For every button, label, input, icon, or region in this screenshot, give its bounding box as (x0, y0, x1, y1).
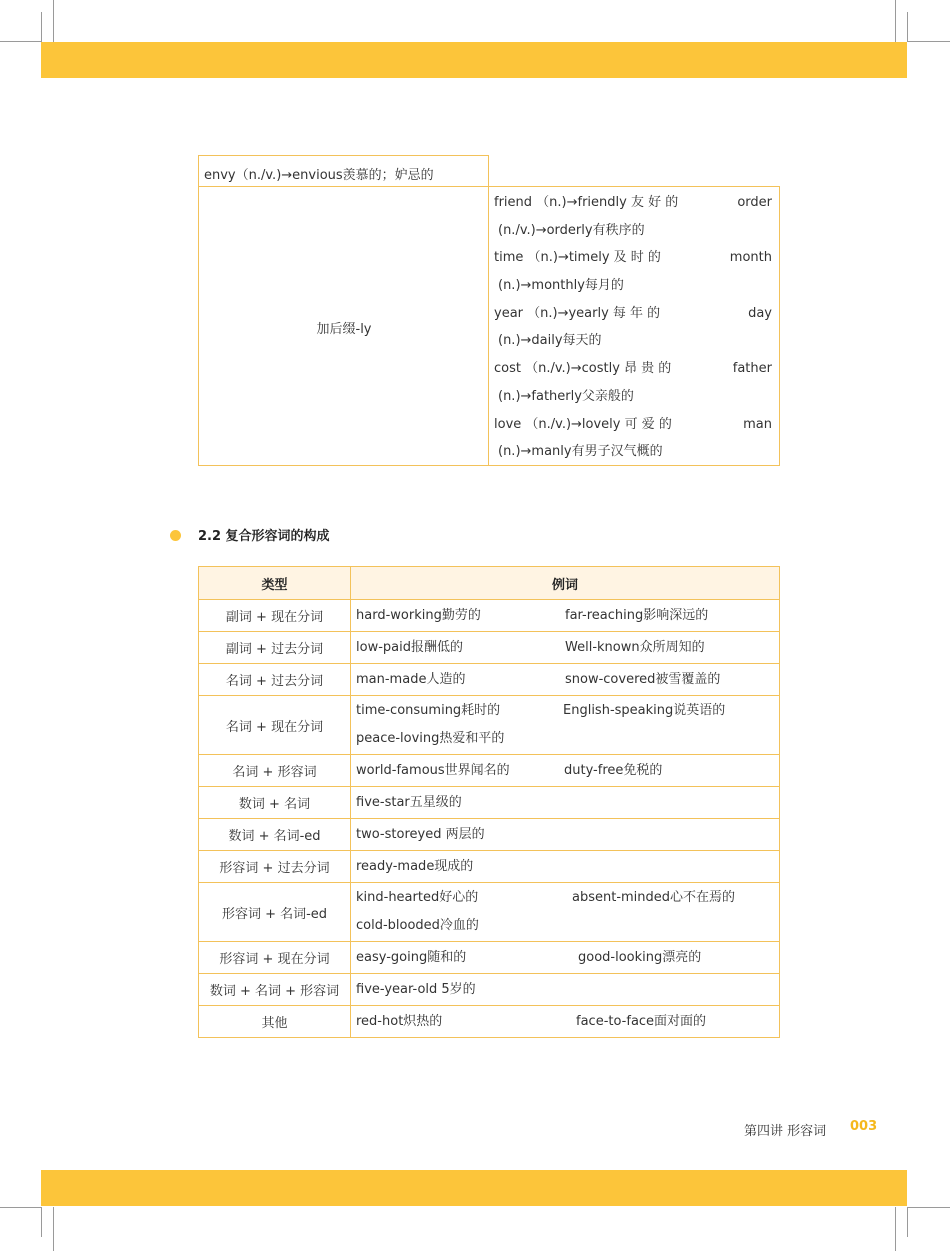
example-word: ready-made现成的 (356, 858, 474, 874)
table-row (199, 974, 780, 1006)
example-word: cost （n./v.)→costly 昂 贵 的 (494, 361, 672, 376)
table-row (199, 819, 780, 851)
crop-mark (0, 41, 42, 42)
ly-examples-cell (488, 186, 780, 466)
example-line: (n.)→daily每天的 (498, 333, 602, 348)
crop-mark (907, 12, 908, 42)
chapter-title: 第四讲 形容词 (744, 1124, 827, 1139)
example-word: good-looking漂亮的 (578, 949, 702, 965)
crop-mark (53, 0, 54, 42)
example-cell (351, 1006, 780, 1038)
crop-mark (53, 1207, 54, 1251)
table-row (199, 883, 780, 942)
column-header-type: 类型 (199, 567, 351, 600)
example-word: world-famous世界闻名的 (356, 762, 510, 778)
table-row (199, 632, 780, 664)
type-cell: 数词 + 名词 + 形容词 (199, 974, 351, 1006)
table-row (199, 664, 780, 696)
example-cell (351, 600, 780, 632)
crop-mark (41, 12, 42, 42)
example-word: day (748, 306, 772, 321)
column-header-examples: 例词 (351, 567, 780, 600)
example-cell (351, 632, 780, 664)
example-word: man (743, 417, 772, 432)
table-row (199, 1006, 780, 1038)
example-word: love （n./v.)→lovely 可 爱 的 (494, 417, 672, 432)
crop-mark (907, 41, 950, 42)
section-heading: 2.2 复合形容词的构成 (198, 529, 330, 544)
example-cell (351, 974, 780, 1006)
page-number: 003 (850, 1119, 878, 1134)
example-word: low-paid报酬低的 (356, 639, 463, 655)
example-word: cold-blooded冷血的 (356, 918, 479, 933)
crop-mark (895, 0, 896, 42)
bullet-dot-icon (170, 530, 181, 541)
table-row (199, 696, 780, 755)
example-cell (351, 787, 780, 819)
table-row (199, 942, 780, 974)
crop-mark (41, 1207, 42, 1237)
example-word: peace-loving热爱和平的 (356, 731, 505, 746)
example-line (494, 303, 772, 325)
example-word: year （n.)→yearly 每 年 的 (494, 306, 661, 321)
example-word: absent-minded心不在焉的 (572, 890, 736, 905)
type-cell: 名词 + 现在分词 (199, 696, 351, 755)
example-cell (351, 851, 780, 883)
type-cell: 副词 + 过去分词 (199, 632, 351, 664)
type-cell: 形容词 + 过去分词 (199, 851, 351, 883)
table-row (199, 755, 780, 787)
example-word: month (729, 250, 772, 265)
example-word: order (737, 195, 772, 210)
crop-mark (907, 1207, 950, 1208)
example-word: two-storeyed 两层的 (356, 826, 485, 842)
example-cell (351, 664, 780, 696)
example-word: time-consuming耗时的 (356, 703, 501, 718)
example-line (494, 414, 772, 436)
example-word: English-speaking说英语的 (563, 703, 726, 718)
type-cell: 副词 + 现在分词 (199, 600, 351, 632)
compound-adjective-table (198, 566, 780, 1038)
example-line (494, 247, 772, 269)
type-cell: 其他 (199, 1006, 351, 1038)
ly-label: 加后缀-ly (316, 322, 372, 337)
example-line: (n./v.)→orderly有秩序的 (498, 223, 645, 238)
type-cell: 名词 + 形容词 (199, 755, 351, 787)
table-row (199, 787, 780, 819)
example-word: duty-free免税的 (564, 762, 663, 778)
example-line (494, 358, 772, 380)
example-word: five-star五星级的 (356, 794, 462, 810)
top-banner (41, 42, 907, 78)
table-row (199, 851, 780, 883)
envy-text: envy（n./v.)→envious羡慕的；妒忌的 (204, 168, 434, 183)
example-word: father (732, 361, 772, 376)
example-cell (351, 819, 780, 851)
type-cell: 形容词 + 现在分词 (199, 942, 351, 974)
example-word: snow-covered被雪覆盖的 (565, 671, 721, 687)
crop-mark (895, 1207, 896, 1251)
example-line: (n.)→monthly每月的 (498, 278, 624, 293)
table-row (199, 600, 780, 632)
example-cell (351, 883, 780, 942)
example-cell (351, 696, 780, 755)
example-word: man-made人造的 (356, 671, 466, 687)
ly-label-cell (198, 186, 489, 466)
type-cell: 数词 + 名词-ed (199, 819, 351, 851)
envy-row (198, 155, 489, 187)
example-word: hard-working勤劳的 (356, 607, 481, 623)
example-word: Well-known众所周知的 (565, 639, 705, 655)
example-word: easy-going随和的 (356, 949, 467, 965)
example-word: time （n.)→timely 及 时 的 (494, 250, 661, 265)
crop-mark (907, 1207, 908, 1237)
example-line: (n.)→manly有男子汉气概的 (498, 444, 663, 459)
type-cell: 形容词 + 名词-ed (199, 883, 351, 942)
example-word: far-reaching影响深远的 (565, 607, 709, 623)
example-cell (351, 755, 780, 787)
example-word: friend （n.)→friendly 友 好 的 (494, 195, 679, 210)
example-cell (351, 942, 780, 974)
crop-mark (0, 1207, 42, 1208)
bottom-banner (41, 1170, 907, 1206)
example-word: kind-hearted好心的 (356, 890, 479, 905)
example-line (494, 192, 772, 214)
example-word: five-year-old 5岁的 (356, 981, 476, 997)
type-cell: 数词 + 名词 (199, 787, 351, 819)
example-word: face-to-face面对面的 (576, 1013, 707, 1029)
type-cell: 名词 + 过去分词 (199, 664, 351, 696)
example-line: (n.)→fatherly父亲般的 (498, 389, 634, 404)
example-word: red-hot炽热的 (356, 1013, 443, 1029)
